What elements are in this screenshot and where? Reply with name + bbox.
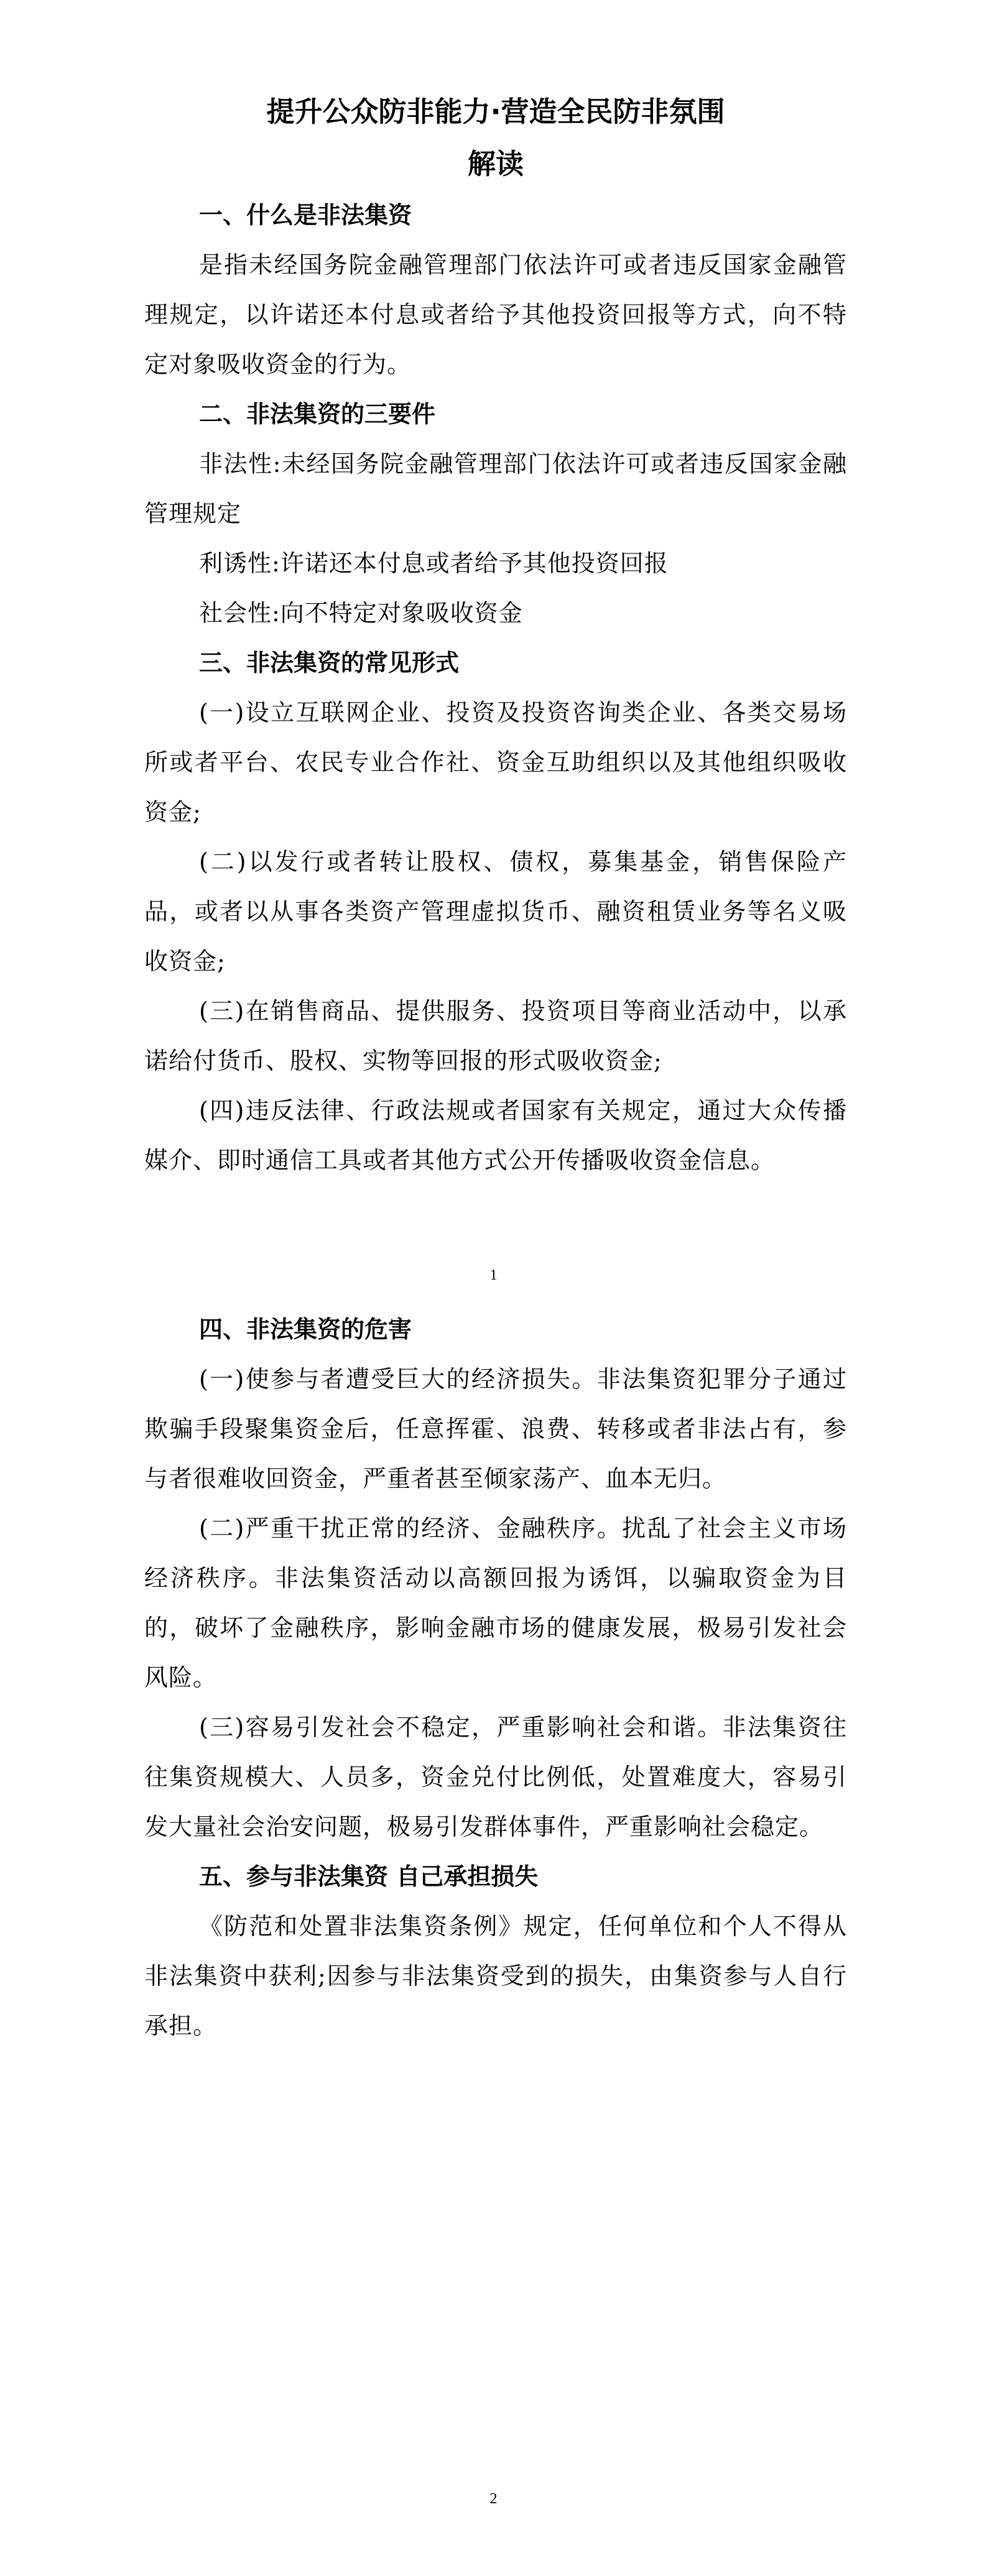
section-heading-common-forms: 三、非法集资的常见形式 [199, 649, 460, 676]
element-inducement-paragraph: 利诱性:许诺还本付息或者给予其他投资回报 [199, 550, 669, 577]
document-title-line-1: 提升公众防非能力·营造全民防非氛围 [266, 95, 725, 128]
section-heading-bear-own-losses: 五、参与非法集资 自己承担损失 [199, 1863, 539, 1890]
common-form-paragraph-3: (三)在销售商品、提供服务、投资项目等商业活动中，以承诺给付货币、股权、实物等回报的形式吸收资金; [144, 997, 847, 1074]
page-number-1: 1 [489, 1267, 498, 1283]
document-page-2 [0, 1288, 987, 2576]
regulation-paragraph: 《防范和处置非法集资条例》规定，任何单位和个人不得从非法集资中获利;因参与非法集资受到的损失，由集资参与人自行承担。 [144, 1913, 847, 2039]
element-illegality-paragraph: 非法性:未经国务院金融管理部门依法许可或者违反国家金融管理规定 [144, 450, 847, 527]
page-number-2: 2 [489, 2491, 498, 2507]
section-heading-three-elements: 二、非法集资的三要件 [199, 400, 436, 428]
page-1-content [144, 86, 847, 1185]
section-heading-harms: 四、非法集资的危害 [199, 1316, 412, 1343]
document-title [144, 86, 847, 190]
page-2-content [144, 1304, 847, 2051]
document-title-line-2: 解读 [467, 147, 524, 180]
harm-paragraph-2: (二)严重干扰正常的经济、金融秩序。扰乱了社会主义市场经济秩序。非法集资活动以高额回报为诱饵，以骗取资金为目的，破坏了金融秩序，影响金融市场的健康发展，极易引发社会风险。 [144, 1515, 847, 1691]
section-heading-what-is-illegal-fundraising: 一、什么是非法集资 [199, 201, 412, 229]
harm-paragraph-3: (三)容易引发社会不稳定，严重影响社会和谐。非法集资往往集资规模大、人员多，资金兑付比例低，处置难度大，容易引发大量社会治安问题，极易引发群体事件，严重影响社会稳定。 [144, 1714, 847, 1840]
definition-paragraph: 是指未经国务院金融管理部门依法许可或者违反国家金融管理规定，以许诺还本付息或者给予其他投资回报等方式，向不特定对象吸收资金的行为。 [144, 251, 847, 378]
common-form-paragraph-4: (四)违反法律、行政法规或者国家有关规定，通过大众传播媒介、即时通信工具或者其他方式公开传播吸收资金信息。 [144, 1097, 847, 1174]
harm-paragraph-1: (一)使参与者遭受巨大的经济损失。非法集资犯罪分子通过欺骗手段聚集资金后，任意挥霍、浪费、转移或者非法占有，参与者很难收回资金，严重者甚至倾家荡产、血本无归。 [144, 1365, 847, 1492]
element-social-paragraph: 社会性:向不特定对象吸收资金 [199, 599, 523, 627]
common-form-paragraph-1: (一)设立互联网企业、投资及投资咨询类企业、各类交易场所或者平台、农民专业合作社、资金互助组织以及其他组织吸收资金; [144, 699, 847, 826]
common-form-paragraph-2: (二)以发行或者转让股权、债权，募集基金，销售保险产品，或者以从事各类资产管理虚拟货币、融资租赁业务等名义吸收资金; [144, 848, 847, 975]
